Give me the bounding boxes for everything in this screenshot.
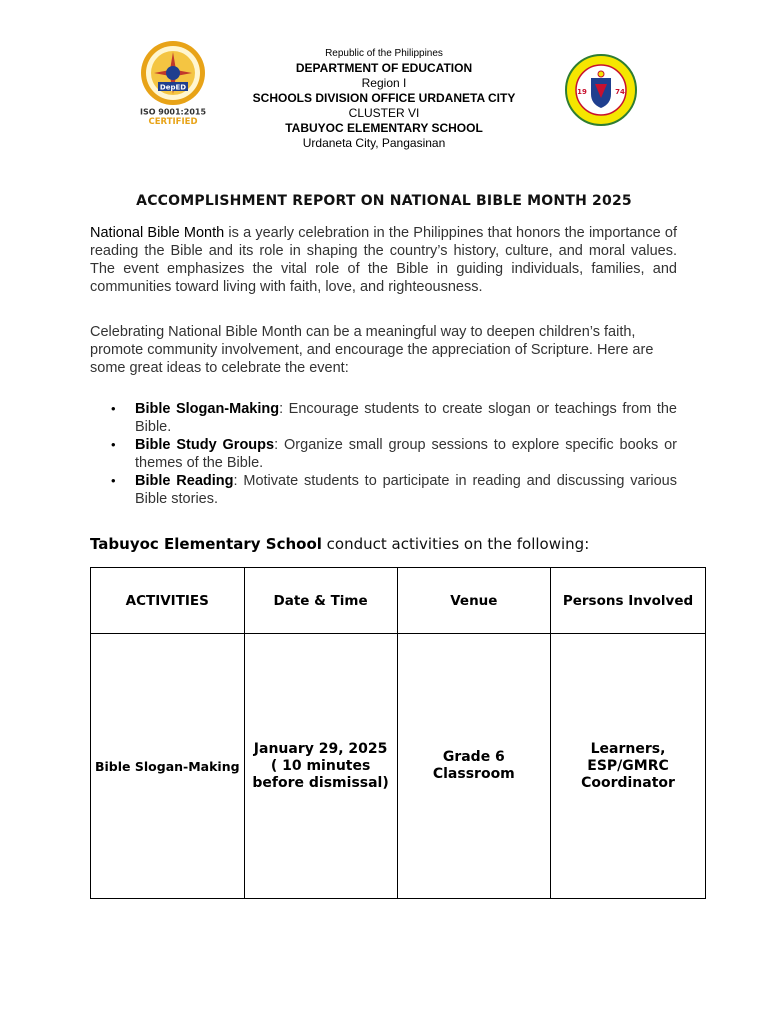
deped-sdo-logo [136,40,210,126]
table-header-row [91,568,706,634]
idea-desc: : Organize small group sessions to explore specific books or themes of the Bible. [135,437,677,471]
republic-line: Republic of the Philippines [325,48,443,59]
persons-line: Learners, [590,740,666,757]
header-venue: Venue [397,568,550,634]
ideas-paragraph: Celebrating National Bible Month can be a meaningful way to deepen children’s faith, promote community involvement, and encourage the appreciation of Scripture. Here are some great ideas to celebrate the event: [90,324,654,376]
header-activities: ACTIVITIES [91,568,245,634]
division-line: SCHOOLS DIVISION OFFICE URDANETA CITY [252,91,516,105]
school-seal-logo [565,54,637,126]
venue-line: Grade 6 [442,749,505,765]
location-line: Urdaneta City, Pangasinan [302,136,446,150]
ideas-list [90,400,677,508]
activities-table [90,567,706,899]
bullet-icon: • [111,401,116,416]
list-item [90,436,677,472]
cell-date-time [244,634,397,899]
venue-line: Classroom [432,766,515,782]
idea-desc: : Encourage students to create slogan or teachings from the Bible. [135,401,677,435]
idea-desc: : Motivate students to participate in reading and discussing various Bible stories. [135,473,677,507]
idea-term: Bible Slogan-Making [135,401,280,417]
svg-text:ISO 9001:2015: ISO 9001:2015 [139,107,207,117]
date-line: January 29, 2025 [253,740,388,757]
department-line: DEPARTMENT OF EDUCATION [295,61,473,75]
list-item [90,472,677,508]
cell-venue [397,634,550,899]
cell-activity: Bible Slogan-Making [91,634,245,899]
time-line: ( 10 minutes [270,757,371,774]
school-name-line: TABUYOC ELEMENTARY SCHOOL [285,121,483,135]
persons-line: Coordinator [581,774,675,791]
table-row [91,634,706,899]
cluster-line: CLUSTER VI [348,106,420,120]
idea-term: Bible Study Groups [135,437,275,453]
cell-persons [551,634,706,899]
list-item [90,400,677,436]
persons-line: ESP/GMRC [587,757,669,774]
letterhead [200,46,568,151]
header-date-time: Date & Time [244,568,397,634]
region-line: Region I [361,76,407,90]
conduct-school: Tabuyoc Elementary School [90,535,322,553]
time-line: before dismissal) [252,774,389,791]
bullet-icon: • [111,437,116,452]
svg-text:74: 74 [615,88,625,96]
conduct-rest: conduct activities on the following: [321,535,590,553]
intro-paragraph [90,224,677,296]
idea-term: Bible Reading [135,473,234,489]
header-persons-involved: Persons Involved [551,568,706,634]
svg-text:CERTIFIED: CERTIFIED [148,117,198,126]
intro-rest: is a yearly celebration in the Philippines that honors the importance of reading the Bible and its role in shaping the country’s history, culture, and moral values. The event emphasizes the vital role of the Bible in guiding individuals, families, and communities toward living with faith, love, and righteousness. [90,225,677,295]
bullet-icon: • [111,473,116,488]
report-title: ACCOMPLISHMENT REPORT ON NATIONAL BIBLE MONTH 2025 [136,193,632,209]
intro-lead: National Bible Month [90,225,225,241]
conduct-line [90,535,589,553]
svg-text:19: 19 [577,88,587,96]
svg-text:DepED: DepED [159,83,187,92]
